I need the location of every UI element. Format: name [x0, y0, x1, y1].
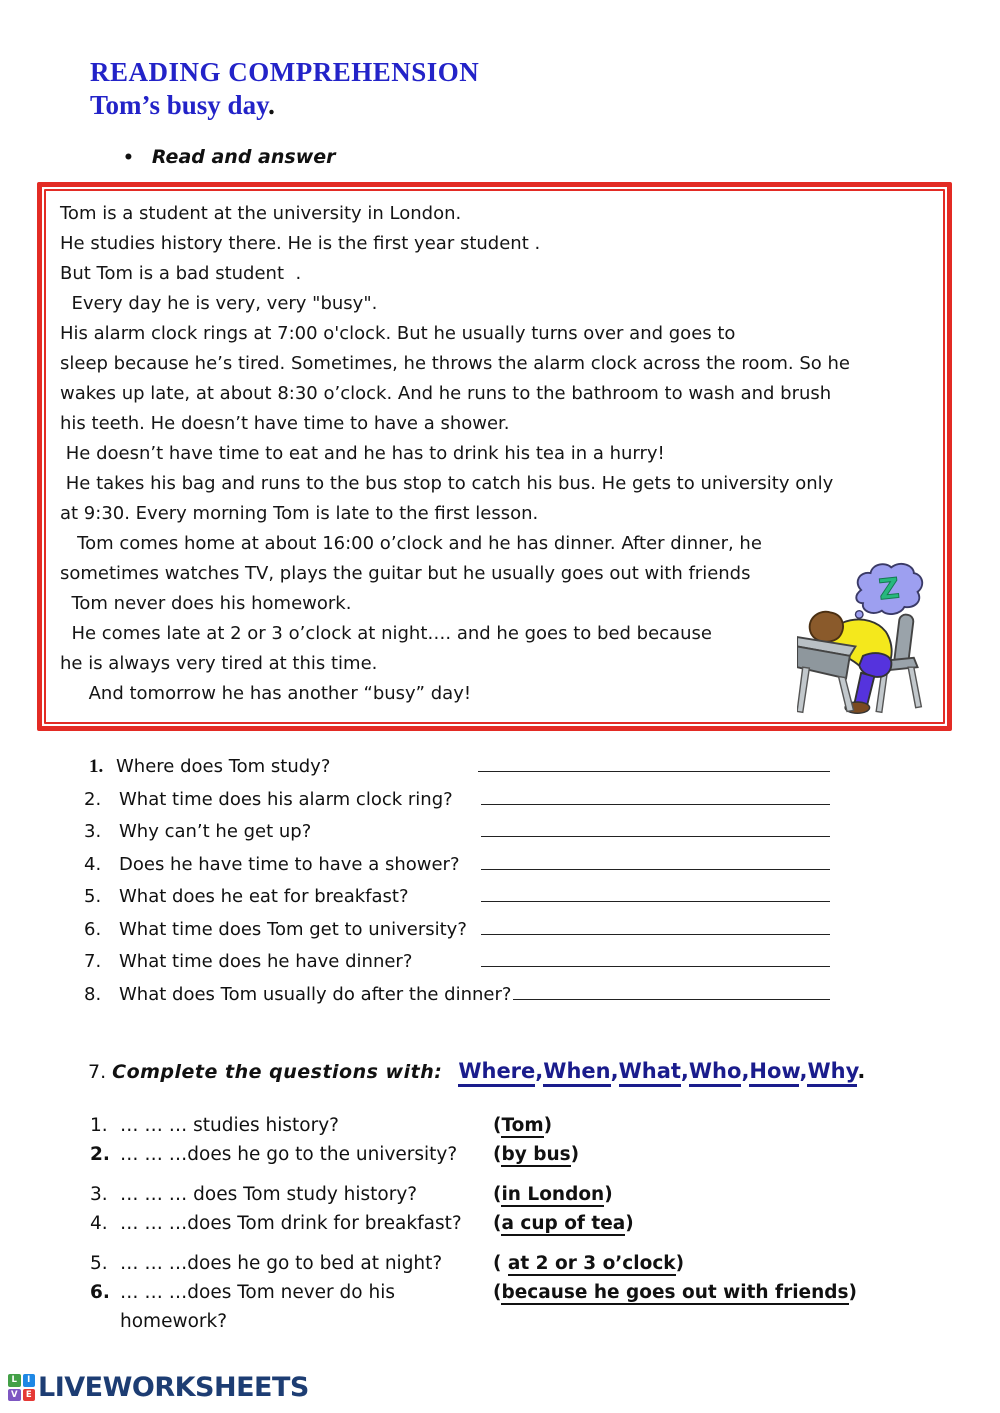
header	[90, 56, 1000, 122]
logo-squares	[8, 1374, 35, 1401]
option-separator: ,	[799, 1059, 808, 1083]
item-question[interactable]: … … …does Tom drink for breakfast?	[120, 1213, 462, 1234]
question-row	[84, 749, 830, 782]
question-row	[84, 912, 830, 945]
subtitle-text: Tom’s busy day	[90, 90, 269, 120]
instruction-text: Read and answer	[151, 146, 336, 168]
question-text: Where does Tom study?	[116, 756, 331, 777]
passage-line: sleep because he’s tired. Sometimes, he throws the alarm clock across the room. So he	[60, 353, 850, 374]
fill-in-row	[90, 1278, 1000, 1336]
question-number: 1.	[89, 756, 104, 777]
answer-text: a cup of tea	[501, 1213, 626, 1234]
question-row	[84, 782, 830, 815]
question-number: 5.	[84, 886, 102, 907]
passage-line: Tom is a student at the university in London.	[60, 203, 462, 224]
section7-label: Complete the questions with:	[112, 1061, 443, 1083]
passage-line: He doesn’t have time to eat and he has to drink his tea in a hurry!	[60, 443, 665, 464]
question-row	[84, 944, 830, 977]
question-text: Does he have time to have a shower?	[119, 853, 460, 875]
desk-shape	[797, 637, 855, 712]
fill-in-row	[90, 1140, 1000, 1169]
answer-blank[interactable]	[481, 782, 830, 805]
question-number: 4.	[84, 853, 102, 875]
fill-in-row	[90, 1180, 1000, 1209]
logo-square: L	[8, 1374, 21, 1387]
item-answer	[493, 1180, 613, 1209]
answer-blank[interactable]	[481, 912, 830, 935]
passage-line: his teeth. He doesn’t have time to have a shower.	[60, 413, 510, 434]
item-answer	[493, 1111, 552, 1140]
question-word-option	[689, 1059, 750, 1087]
option-word[interactable]: Where	[458, 1059, 535, 1087]
passage-line: Tom never does his homework.	[60, 593, 352, 614]
close-paren: )	[625, 1213, 634, 1234]
option-word[interactable]: Who	[689, 1059, 742, 1087]
section7-number: 7.	[88, 1061, 107, 1083]
thought-bubble-icon	[855, 564, 922, 618]
item-question[interactable]: … … …does he go to the university?	[120, 1144, 458, 1165]
passage-box	[37, 182, 952, 731]
instruction-row	[123, 146, 1000, 168]
option-word[interactable]: What	[619, 1059, 681, 1087]
passage-line: He studies history there. He is the first year student .	[60, 233, 541, 254]
answer-blank[interactable]	[481, 944, 830, 967]
question-word-options	[458, 1059, 865, 1083]
item-number: 2.	[90, 1144, 110, 1165]
option-word[interactable]: When	[543, 1059, 610, 1087]
question-word-option	[619, 1059, 689, 1087]
item-number: 6.	[90, 1282, 110, 1303]
item-answer	[493, 1278, 857, 1307]
item-question[interactable]: … … …does he go to bed at night?	[120, 1253, 443, 1274]
passage-line: wakes up late, at about 8:30 o’clock. And he runs to the bathroom to wash and brush	[60, 383, 832, 404]
logo-square: E	[23, 1389, 36, 1402]
question-row	[84, 814, 830, 847]
answer-text: at 2 or 3 o’clock	[507, 1253, 676, 1274]
questions-list	[84, 749, 830, 1009]
option-separator: ,	[680, 1059, 689, 1083]
item-question[interactable]: … … … studies history?	[120, 1115, 339, 1136]
passage-line: He takes his bag and runs to the bus stop to catch his bus. He gets to university only	[60, 473, 834, 494]
item-answer	[493, 1249, 684, 1278]
passage-line: He comes late at 2 or 3 o’clock at night…. and he goes to bed because	[60, 623, 712, 644]
question-text: What time does his alarm clock ring?	[119, 788, 453, 810]
passage-line: sometimes watches TV, plays the guitar but he usually goes out with friends	[60, 563, 751, 584]
passage-box-inner	[44, 189, 945, 724]
svg-text:Z: Z	[877, 571, 901, 607]
answer-text: because he goes out with friends	[501, 1282, 849, 1303]
option-word[interactable]: How	[749, 1059, 799, 1087]
question-text: Why can’t he get up?	[119, 821, 312, 842]
item-number: 3.	[90, 1184, 108, 1205]
item-question[interactable]: … … … does Tom study history?	[120, 1184, 418, 1205]
passage-line: His alarm clock rings at 7:00 o'clock. But he usually turns over and goes to	[60, 323, 736, 344]
open-paren: (	[493, 1282, 502, 1303]
question-row	[84, 879, 830, 912]
item-answer	[493, 1209, 634, 1238]
liveworksheets-logo	[8, 1372, 309, 1403]
page-subtitle	[90, 88, 1000, 122]
answer-blank[interactable]	[481, 879, 830, 902]
question-text: What does Tom usually do after the dinner?	[119, 983, 512, 1005]
question-row	[84, 847, 830, 880]
question-word-option	[749, 1059, 807, 1087]
open-paren: (	[493, 1253, 508, 1274]
fill-in-row	[90, 1209, 1000, 1238]
passage-line: Tom comes home at about 16:00 o’clock and he has dinner. After dinner, he	[60, 533, 762, 554]
question-text: What time does he have dinner?	[119, 951, 413, 972]
open-paren: (	[493, 1184, 502, 1205]
logo-text: LIVEWORKSHEETS	[38, 1372, 309, 1403]
answer-text: Tom	[501, 1115, 544, 1136]
passage-line: But Tom is a bad student .	[60, 263, 302, 284]
logo-square: V	[8, 1389, 21, 1402]
question-word-option	[458, 1059, 543, 1087]
section7-heading	[88, 1059, 1000, 1083]
question-word-option	[807, 1059, 865, 1087]
page-title: READING COMPREHENSION	[90, 57, 480, 87]
logo-square: I	[23, 1374, 36, 1387]
close-paren: )	[675, 1253, 685, 1274]
passage-line: And tomorrow he has another “busy” day!	[60, 683, 472, 704]
option-separator: .	[857, 1059, 866, 1083]
option-separator: ,	[610, 1059, 619, 1083]
answer-blank[interactable]	[513, 977, 830, 1000]
item-number: 4.	[90, 1213, 108, 1234]
open-paren: (	[493, 1115, 502, 1136]
section7-items	[90, 1111, 1000, 1336]
question-text: What does he eat for breakfast?	[119, 886, 409, 907]
item-number: 5.	[90, 1253, 108, 1274]
answer-blank[interactable]	[481, 847, 830, 870]
question-row	[84, 977, 830, 1010]
answer-text: in London	[501, 1184, 605, 1205]
answer-blank[interactable]	[481, 814, 830, 837]
subtitle-period: .	[268, 90, 275, 120]
close-paren: )	[604, 1184, 613, 1205]
question-number: 7.	[84, 951, 102, 972]
close-paren: )	[570, 1144, 580, 1165]
question-word-option	[543, 1059, 618, 1087]
close-paren: )	[848, 1282, 857, 1303]
option-separator: ,	[741, 1059, 750, 1083]
passage-line: Every day he is very, very "busy".	[60, 293, 378, 314]
passage-line: he is always very tired at this time.	[60, 653, 378, 674]
fill-in-row	[90, 1111, 1000, 1140]
fill-in-row	[90, 1249, 1000, 1278]
bullet-icon: •	[123, 148, 134, 168]
item-number: 1.	[90, 1115, 108, 1136]
question-text: What time does Tom get to university?	[119, 918, 467, 940]
passage-line: at 9:30. Every morning Tom is late to the first lesson.	[60, 503, 539, 524]
open-paren: (	[493, 1213, 502, 1234]
question-number: 8.	[84, 983, 102, 1005]
option-word[interactable]: Why	[807, 1059, 857, 1087]
question-number: 6.	[84, 918, 102, 940]
open-paren: (	[493, 1144, 502, 1165]
item-answer	[493, 1140, 579, 1169]
close-paren: )	[543, 1115, 553, 1136]
answer-blank[interactable]	[478, 749, 830, 772]
answer-text: by bus	[501, 1144, 571, 1165]
item-question[interactable]: … … …does Tom never do his homework?	[120, 1282, 395, 1332]
question-number: 3.	[84, 821, 102, 842]
option-separator: ,	[535, 1059, 544, 1083]
sleeping-student-illustration	[797, 558, 929, 718]
question-number: 2.	[84, 788, 102, 810]
